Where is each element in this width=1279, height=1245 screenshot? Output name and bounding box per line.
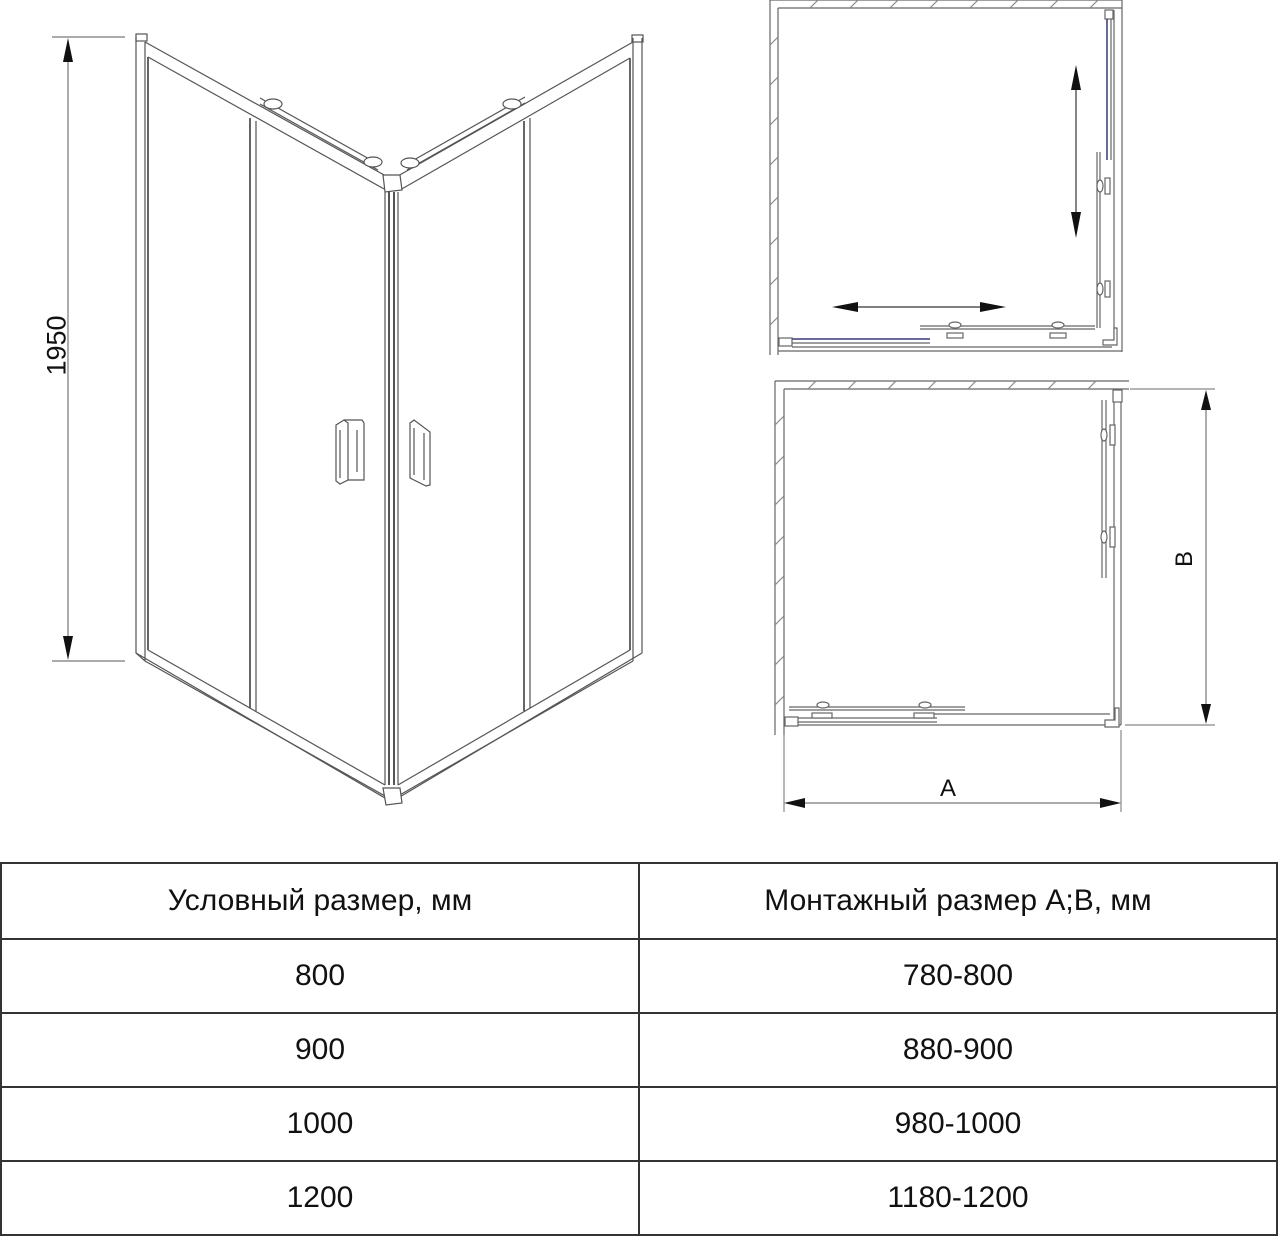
arrow-up-icon: [63, 38, 73, 62]
arrow-down-icon: [1071, 212, 1081, 238]
table-row: [1, 939, 1277, 1013]
plan-view-bottom: [775, 381, 1215, 812]
door-handle-right-icon: [410, 420, 430, 486]
cell-mounting-size: 980-1000: [639, 1087, 1277, 1161]
table-row: [1, 1087, 1277, 1161]
plan-view-top: [770, 0, 1122, 355]
cell-nominal-size: 1200: [1, 1161, 639, 1235]
table-row: [1, 1013, 1277, 1087]
table-header-row: [1, 863, 1277, 939]
cell-nominal-size: 900: [1, 1013, 639, 1087]
arrow-right-icon: [980, 302, 1006, 312]
header-mounting-size: Монтажный размер A;B, мм: [639, 863, 1277, 939]
arrow-left-icon: [784, 798, 805, 808]
arrow-up-icon: [1071, 65, 1081, 90]
cell-mounting-size: 1180-1200: [639, 1161, 1277, 1235]
size-table: [0, 862, 1278, 1236]
depth-dimension-label: B: [1171, 550, 1199, 568]
cell-nominal-size: 1000: [1, 1087, 639, 1161]
table-row: [1, 1161, 1277, 1235]
arrow-up-icon: [1201, 390, 1211, 410]
cell-mounting-size: 780-800: [639, 939, 1277, 1013]
door-handle-left-icon: [336, 420, 364, 484]
cell-nominal-size: 800: [1, 939, 639, 1013]
arrow-down-icon: [63, 636, 73, 660]
cell-mounting-size: 880-900: [639, 1013, 1277, 1087]
header-nominal-size: Условный размер, мм: [1, 863, 639, 939]
height-dimension-label: 1950: [41, 315, 72, 376]
arrow-down-icon: [1201, 704, 1211, 724]
width-dimension-label: A: [940, 775, 957, 802]
arrow-left-icon: [832, 302, 858, 312]
arrow-right-icon: [1100, 798, 1121, 808]
isometric-view: [52, 34, 643, 805]
